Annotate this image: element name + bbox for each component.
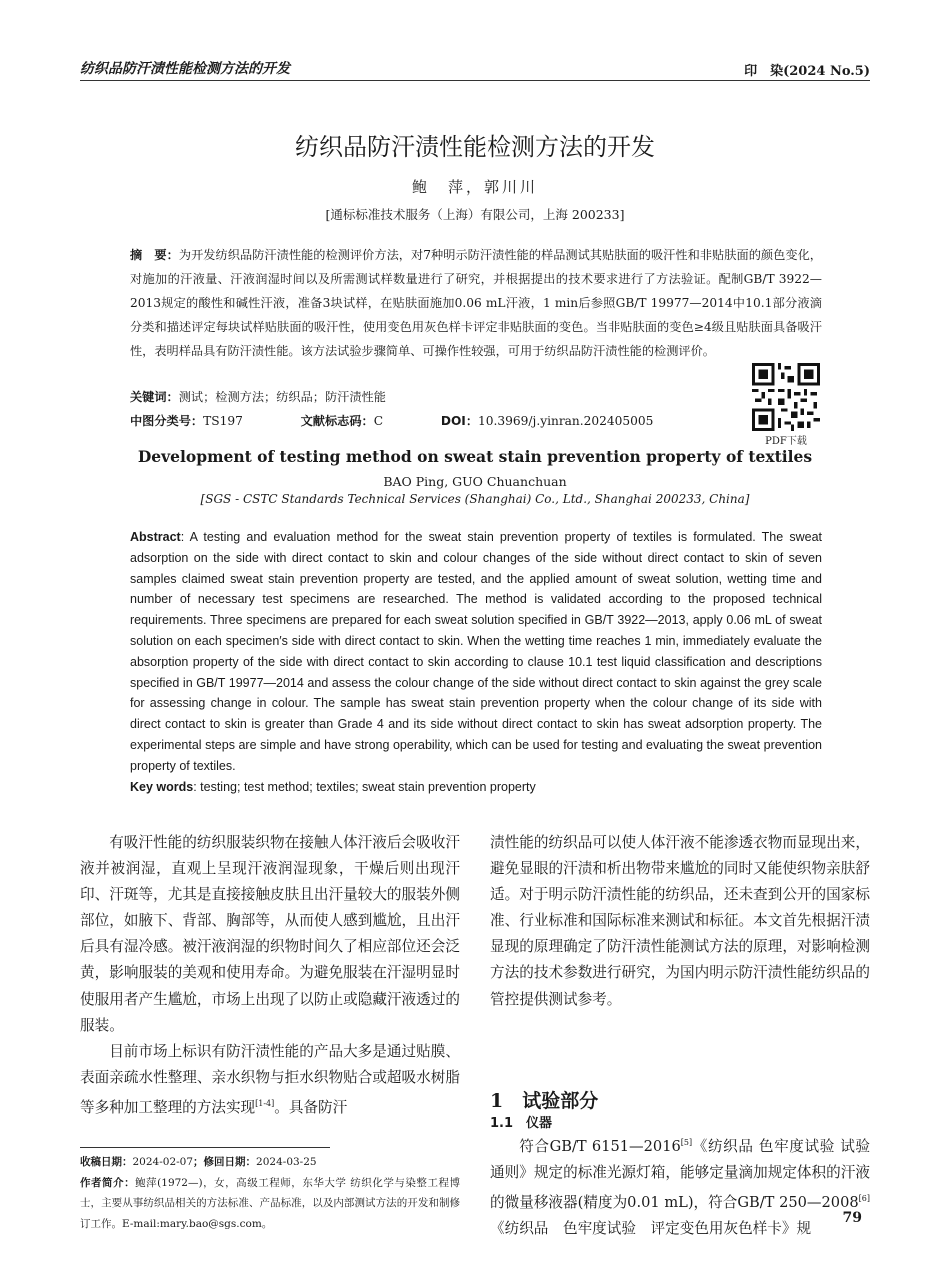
qr-code-icon[interactable]	[752, 363, 820, 431]
revised-label: ；修回日期：	[193, 1156, 257, 1168]
revised-date: 2024-03-25	[256, 1156, 317, 1168]
page-number: 79	[842, 1210, 862, 1226]
body-paragraph: 有吸汗性能的纺织服装织物在接触人体汗液后会吸收汗液并被润湿，直观上呈现汗液润湿现象，干燥后则出现汗印、汗斑等，尤其是直接接触皮肤且出汗量较大的服装外侧部位，如腋下、背部、胸部等，从而使人感到尴尬，且出汗后具有湿冷感。被汗液润湿的织物时间久了相应部位还会泛黄，影响服装的美观和使用寿命。为避免服装在汗湿明显时使服用者产生尴尬，市场上出现了以防止或隐藏汗液透过的服装。	[80, 834, 460, 1034]
header-rule	[80, 80, 870, 81]
received-date: 2024-02-07	[132, 1156, 194, 1168]
author-bio: 鲍萍(1972—)，女，高级工程师，东华大学 纺织化学与染整工程博士，主要从事纺织品相关的方法标准、产品标准，以及内部测试方法的开发和制修订工作。E-mail:mary.bao@sgs.com。	[80, 1176, 460, 1230]
body-paragraph	[490, 1130, 870, 1242]
abstract-cn-label: 摘 要：	[130, 248, 179, 262]
footnote-author	[80, 1173, 460, 1235]
body-right-column	[490, 830, 870, 1013]
paper-title: 纺织品防汗渍性能检测方法的开发	[295, 133, 655, 161]
footnote-rule	[80, 1147, 330, 1148]
running-header-issue: 印 染(2024 No.5)	[744, 64, 870, 79]
english-authors: BAO Ping, GUO Chuanchuan	[383, 474, 567, 489]
classification-line	[130, 409, 822, 433]
english-affiliation: [SGS - CSTC Standards Technical Services (Shanghai) Co., Ltd., Shanghai 200233, China]	[200, 492, 750, 506]
body-text: 《纺织品 色牢度试验 试验通则》规定的标准光源灯箱，能够定量滴加规定体积的汗液的微量移液器(精度为0.01 mL)，符合GB/T 250—2008	[490, 1137, 870, 1211]
abstract-cn-text: 为开发纺织品防汗渍性能的检测评价方法，对7种明示防汗渍性能的样品测试其贴肤面的吸汗性和非贴肤面的颜色变化，对施加的汗液量、汗液润湿时间以及所需测试样数量进行了研究，并根据提出的技术要求进行了方法验证。配制GB/T 3922—2013规定的酸性和碱性汗液，准备3块试样，在贴肤面施加0.06 mL汗液，1 min后参照GB/T 19977—2014中10.1部分液滴分类和描述评定每块试样贴肤面的吸汗性，使用变色用灰色样卡评定非贴肤面的变色。当非贴肤面的变色≥4级且贴肤面具备吸汗性，表明样品具有防汗渍性能。该方法试验步骤简单、可操作性较强，可用于纺织品防汗渍性能的检测评价。	[130, 248, 822, 358]
body-left-column	[80, 830, 460, 1121]
footnote-dates	[80, 1152, 460, 1173]
qr-caption: PDF下载	[765, 436, 807, 447]
english-title: Development of testing method on sweat stain prevention property of textiles	[137, 447, 813, 466]
keywords-cn-text: 测试；检测方法；纺织品；防汗渍性能	[178, 390, 386, 404]
keywords-en-text: : testing; test method; textiles; sweat stain prevention property	[193, 779, 536, 794]
abstract-cn	[130, 243, 822, 363]
doc-code-value: C	[373, 414, 384, 428]
affiliation: [通标标准技术服务（上海）有限公司，上海 200233]	[325, 207, 625, 222]
author-bio-label: 作者简介：	[80, 1176, 136, 1189]
body-text: 目前市场上标识有防汗渍性能的产品大多是通过贴膜、表面亲疏水性整理、亲水织物与拒水织物贴合或超吸水树脂等多种加工整理的方法实现	[80, 1042, 460, 1116]
body-text: 《纺织品 色牢度试验 评定变色用灰色样卡》规	[490, 1220, 812, 1237]
doi-value[interactable]: 10.3969/j.yinran.202405005	[478, 414, 654, 428]
abstract-en-text: : A testing and evaluation method for the sweat stain prevention property of textiles is formulated. The sweat adsorption on the side with direct contact to skin and colour changes of the side without direct contact to skin of seven samples claimed sweat stain prevention property are tested, and the applied amount of sweat solution, wetting time and number of necessary test specimens are researched. The method is validated according to the proposed technical requirements. Three specimens are prepared for each sweat solution specified in GB/T 3922—2013, apply 0.06 mL of sweat solution on each specimen′s side with direct contact to skin. When the wetting time reaches 1 min, immediately evaluate the absorption property of the side with direct contact to skin according to clause 10.1 test liquid classification and descriptions specified in GB/T 19977—2014 and assess the colour change of the side without direct contact to skin against the grey scale for assessing change in colour. The sample has sweat stain prevention property when the colour change of its side with direct contact to skin is greater than Grade 4 and its side without direct contact to skin has sweat adsorption property. The experimental steps are simple and have strong operability, which can be used for testing and evaluating the sweat prevention property of textiles.	[130, 530, 822, 773]
received-label: 收稿日期：	[80, 1156, 133, 1168]
keywords-cn-label: 关键词：	[130, 390, 179, 404]
section-heading: 1 试验部分	[490, 1090, 599, 1112]
footnote	[80, 1152, 460, 1234]
body-text: 符合GB/T 6151—2016	[519, 1137, 681, 1155]
citation-ref[interactable]: [1-4]	[255, 1098, 275, 1108]
body-right-column-lower	[490, 1130, 870, 1242]
running-header-title: 纺织品防汗渍性能检测方法的开发	[80, 61, 290, 77]
clc-value: TS197	[203, 414, 243, 428]
abstract-en	[130, 527, 822, 797]
doc-code-label: 文献标志码：	[300, 414, 374, 428]
citation-ref[interactable]: [5]	[680, 1138, 693, 1147]
doi-label: DOI：	[440, 414, 479, 428]
subsection-heading: 1.1 仪器	[490, 1116, 553, 1131]
clc-label: 中图分类号：	[130, 414, 204, 428]
authors: 鲍 萍，郭川川	[411, 178, 538, 196]
body-text: 。具备防汗	[274, 1098, 348, 1116]
body-paragraph	[80, 1039, 460, 1121]
citation-ref[interactable]: [6]	[858, 1194, 870, 1204]
keywords-en-label: Key words	[130, 779, 194, 794]
abstract-en-label: Abstract	[130, 530, 181, 544]
keywords-cn	[130, 385, 822, 409]
body-paragraph: 渍性能的纺织品可以使人体汗液不能渗透衣物而显现出来，避免显眼的汗渍和析出物带来尴尬的同时又能使织物亲肤舒适。对于明示防汗渍性能的纺织品，还未查到公开的国家标准、行业标准和国际标准来测试和标征。本文首先根据汗渍显现的原理确定了防汗渍性能测试方法的原理，对影响检测方法的技术参数进行研究，为国内明示防汗渍性能纺织品的管控提供测试参考。	[490, 834, 870, 1008]
